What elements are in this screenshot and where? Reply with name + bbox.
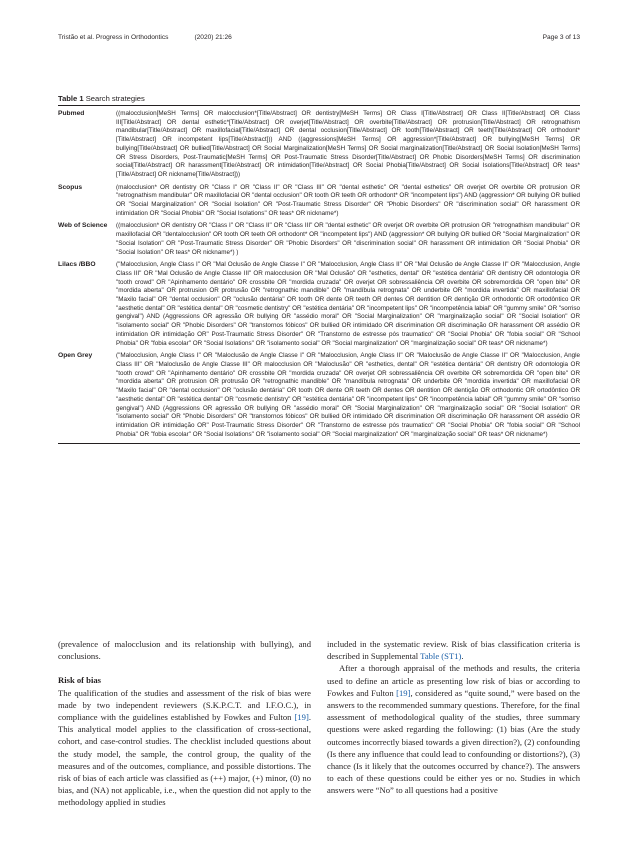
table-row — [58, 184, 580, 219]
table-row — [58, 222, 580, 257]
paragraph — [58, 687, 311, 809]
database-name: Open Grey — [58, 352, 93, 360]
table-row — [58, 261, 580, 348]
reference-link[interactable]: [19] — [396, 687, 411, 698]
database-name: Web of Science — [58, 222, 108, 230]
table-label: Table 1 — [58, 94, 84, 103]
paragraph-text: included in the systematic review. Risk of bias classification criteria is described in Supplemental — [327, 639, 580, 662]
supplemental-table-link[interactable]: Table — [420, 651, 440, 662]
reference-link[interactable]: [19] — [294, 712, 309, 723]
journal-citation: Tristão et al. Progress in Orthodontics — [58, 34, 169, 41]
search-query: (malocclusion* OR dentistry OR "Class I" OR "Class II" OR "Class III" OR "dental esthetic" OR "dental esthetics" OR overjet OR overbite OR protrusion OR "retrognathism mandibular" OR maxillofacial OR "dental occlusion" OR tooth OR teeth OR orthodont* OR "incompetent lips") AND (aggression* OR bullying OR bullied OR "Social Marginalization" OR "Social Isolation" OR "Post-Traumatic Stress Disorder" OR "Phobic Disorders" OR "discrimination social" OR harassment OR intimidation OR "Social Phobia" OR "Social Isolations" OR teas* OR nickname*) — [116, 183, 580, 217]
table-bottom-rule — [58, 443, 580, 444]
paragraph-text: . This analytical model applies to the classification of cross-sectional, cohort, and case-control studies. The checklist included questions about the study model, the sample, the control group, the quality of the measures and of the outcomes, compliance, and possible distortions. The risk of bias of each article was classified as (++) major, (+) minor, (0) no bias, and (NA) not applicable, i.e., when the question did not apply to the methodology applied in studies — [58, 712, 311, 808]
year-volume: (2020) 21:26 — [194, 34, 232, 41]
table-caption — [58, 94, 580, 103]
table-top-rule — [58, 105, 580, 106]
paragraph-text: The qualification of the studies and assessment of the risk of bias were made by two independent reviewers (S.K.P.C.T. and I.F.O.C.), in compliance with the guidelines established by Fowkes and Fulton — [58, 687, 311, 723]
table-title: Search strategies — [85, 94, 145, 103]
search-query: ("Malocclusion, Angle Class I" OR "Mal Oclusão de Angle Classe I" OR "Malocclusion, Angle Class II" OR "Mal Oclusão de Angle Classe II" OR "Malocclusion, Angle Class III" OR "Mal Oclusão de Angle Classe III" OR malocclusion OR "Mal Oclusão" OR "esthetics, dental" OR "estética dentária" OR dentistry OR odontologia OR "tooth crowd" OR "Apinhamento dentário" OR crossbite OR "mordida cruzada" OR overjet OR sobressaliência OR overbite OR sobremordida OR "open bite" OR "mordida aberta" OR protrusion OR protrusão OR "retrognathic mandible" OR "mandíbula retrognata" OR underbite OR "mordida invertida" OR maxillofacial OR "Maxilo facial" OR "dental occlusion" OR "oclusão dentária" OR tooth OR dente OR teeth OR dentes OR dentition OR dentição OR orthodontic OR ortodôntico OR "aesthetic dental" OR "estética dental" OR "cosmetic dentistry" OR "estética dentária" OR "incompetent lips" OR "incompetência labial" OR "gummy smile" OR "sorriso gengival") AND (Aggressions OR agressão OR bullying OR "assédio moral" OR "Social Marginalization" OR "marginalização social" OR "Social Isolation" OR "isolamento social" OR "Phobic Disorders" OR "transtornos fóbicos" OR bullied OR intimidado OR discrimination OR discriminação OR harassment OR assédio OR intimidation OR intimidação OR" Post-Traumatic Stress Disorder" OR "Transtorno de estresse pós traumatico" OR "Social Phobia" OR "fobia social" OR "School Phobia" OR "fobia escolar" OR "Social Isolations" OR "isolamento social" OR "Social marginalization" OR "marginalização social" OR teas* OR nickname*) — [116, 261, 580, 347]
paragraph-text: . — [461, 651, 464, 662]
paragraph-text: , considered as “quite sound,” were based on the answers to the recommended summary questions. Therefore, for the final assessment of methodological quality of the studies, three summary questions were asked regarding the following: (1) bias (Are the study outcomes incorrectly biased towards a given direction?), (2) confounding (Is there any influence that could lead to confounding or distortions?), (3) chance (Is it likely that the outcomes occurred by chance?). The answers to each of these questions could be either yes or no. Studies in which answers were “No” to all questions had a positive — [327, 687, 580, 796]
table-row — [58, 352, 580, 439]
paragraph — [327, 662, 580, 796]
search-query: ((malocclusion[MeSH Terms] OR malocclusion*[Title/Abstract] OR dentistry[MeSH Terms] OR Class I[Title/Abstract] OR Class II[Title/Abstract] OR Class III[Title/Abstract] OR dental esthetic*[Title/Abstract] OR overjet[Title/Abstract] OR overbite[Title/Abstract] OR protrusion[Title/Abstract] OR retrognathism mandibular[Title/Abstract] OR maxillofacial[Title/Abstract] OR dental occlusion[Title/Abstract] OR tooth[Title/Abstract] OR teeth[Title/Abstract] OR orthodont*[Title/Abstract] OR incompetent lips[Title/Abstract])) AND ((aggressions[MeSH Terms] OR aggression*[Title/Abstract] OR bullying[MeSH Terms] OR bullying[Title/Abstract] OR bullied[Title/Abstract] OR Social Marginalization[MeSH Terms] OR Social marginalization[Title/Abstract] OR Social Isolation[MeSH Terms] OR Stress Disorders, Post-Traumatic[MeSH Terms] OR Post-Traumatic Stress Disorder[Title/Abstract] OR Phobic Disorders[MeSH Terms] OR discrimination social[Title/Abstract] OR harassment[Title/Abstract] OR intimidation[Title/Abstract] OR Social Phobia[Title/Abstract] OR Social Isolations[Title/Abstract] OR teas*[Title/Abstract] OR nickname[Title/Abstract])) — [116, 110, 580, 178]
right-column — [327, 638, 580, 797]
table-row — [58, 110, 580, 180]
database-name: Lilacs /BBO — [58, 261, 96, 269]
paragraph: (prevalence of malocclusion and its relationship with bullying), and conclusions. — [58, 639, 311, 662]
database-name: Scopus — [58, 183, 83, 191]
paragraph — [327, 638, 580, 662]
search-query: ((malocclusion* OR dentistry OR "Class I" OR "Class II" OR "Class III" OR "dental esthetic" OR overjet OR overbite OR protrusion OR "retrognathism mandibular" OR maxillofacial OR "dentalocclusion" OR tooth OR teeth OR orthodont* OR "incompetent lips") AND (aggression* OR bullying OR bullied OR "Social Marginalization" OR "Social Isolation" OR "Post-Traumatic Stress Disorder" OR "Phobic Disorders" OR "discrimination social" OR harassment OR intimidation OR "Social Phobia" OR "Social Isolation" OR teas* OR nickname*) ) — [116, 222, 580, 256]
paragraph-text: After a thorough appraisal of the methods and results, the criteria used to define an article as presenting low risk of bias or according to Fowkes and Fulton — [327, 663, 580, 698]
left-column — [58, 638, 311, 809]
supplemental-st1-link[interactable]: (ST1) — [441, 651, 462, 662]
search-strategies-table — [58, 94, 580, 444]
database-name: Pubmed — [58, 110, 85, 117]
search-query: ("Malocclusion, Angle Class I" OR "Maloclusão de Angle Classe I" OR "Malocclusion, Angle Class II" OR "Maloclusão de Angle Classe II" OR "Malocclusion, Angle Class III" OR "Maloclusão de Angle Classe III" OR malocclusion OR "Maloclusão" OR "esthetics, dental" OR "estética dentária" OR dentistry OR odontologia OR "tooth crowd" OR "Apinhamento dentário" OR crossbite OR "mordida cruzada" OR overjet OR sobressaliência OR overbite OR sobremordida OR "open bite" OR "mordida aberta" OR protrusion OR protrusão OR "retrognathic mandible" OR "mandíbula retrognata" OR underbite OR "mordida invertida" OR maxillofacial OR "Maxilo facial" OR "dental occlusion" OR "oclusão dentária" OR tooth OR dente OR teeth OR dentes OR dentition OR dentição OR orthodontic OR ortodôntico OR "aesthetic dental" OR "estética dental" OR "cosmetic dentistry" OR "estética dentária" OR "incompetent lips" OR "incompetência labial" OR "gummy smile" OR "sorriso gengival") AND (Aggressions OR agressão OR bullying OR "assédio moral" OR "Social Marginalization" OR "marginalização social" OR "Social Isolation" OR "isolamento social" OR "Phobic Disorders" OR "transtornos fóbicos" OR bullied OR intimidado OR discrimination OR discriminação OR harassment OR assédio OR intimidation OR intimidação OR" Post-Traumatic Stress Disorder" OR "Transtorno de estresse pós traumatico" OR "Social Phobia" OR "fobia social" OR "School Phobia" OR "fobia escolar" OR "Social Isolations" OR "isolamento social" OR "Social marginalization" OR "marginalização social" OR teas* OR nickname*) — [116, 352, 580, 438]
running-head-citation — [58, 34, 232, 41]
page-number: Page 3 of 13 — [542, 34, 580, 41]
section-heading-risk-of-bias: Risk of bias — [58, 675, 101, 686]
